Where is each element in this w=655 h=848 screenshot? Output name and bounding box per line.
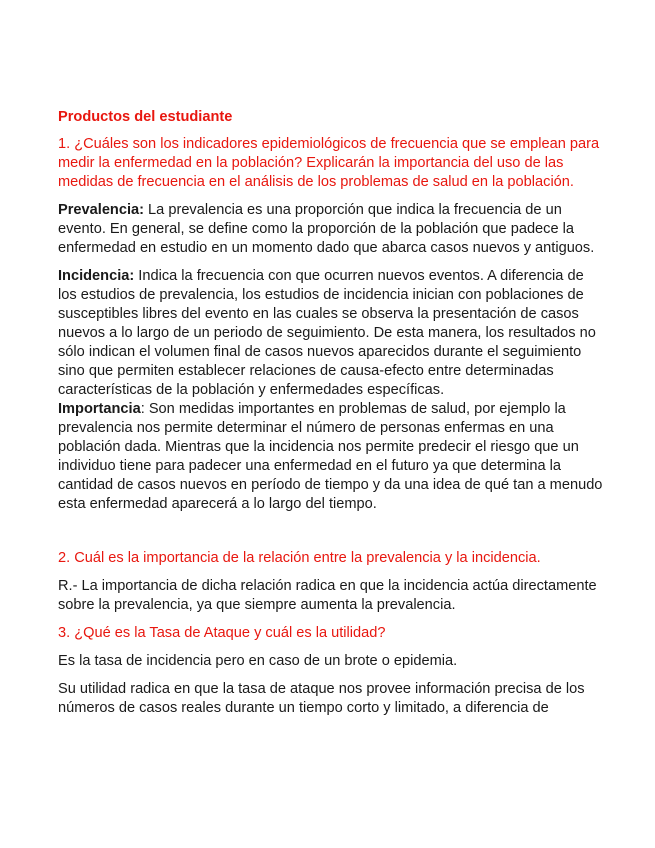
answer-3-definition: Es la tasa de incidencia pero en caso de un brote o epidemia. bbox=[58, 653, 458, 669]
importancia-label: Importancia bbox=[58, 401, 141, 417]
incidencia-paragraph bbox=[58, 267, 603, 400]
importancia-paragraph bbox=[58, 400, 603, 514]
prevalencia-paragraph bbox=[58, 201, 603, 258]
question-2: 2. Cuál es la importancia de la relación entre la prevalencia y la incidencia. bbox=[58, 550, 541, 566]
question-3: 3. ¿Qué es la Tasa de Ataque y cuál es la utilidad? bbox=[58, 625, 386, 641]
prevalencia-label: Prevalencia: bbox=[58, 202, 144, 218]
document-page bbox=[58, 108, 603, 727]
answer-3-utility: Su utilidad radica en que la tasa de ataque nos provee información precisa de los números de casos reales durante un tiempo corto y limitado, a diferencia de bbox=[58, 681, 585, 716]
answer-2: R.- La importancia de dicha relación radica en que la incidencia actúa directamente sobre la prevalencia, ya que siempre aumenta la prevalencia. bbox=[58, 578, 597, 613]
section-heading: Productos del estudiante bbox=[58, 109, 233, 125]
question-1: 1. ¿Cuáles son los indicadores epidemiológicos de frecuencia que se emplean para medir la enfermedad en la población? Explicarán la importancia del uso de las medidas de frecuencia en el análisis de los problemas de salud en la población. bbox=[58, 136, 600, 190]
prevalencia-text: La prevalencia es una proporción que indica la frecuencia de un evento. En general, se define como la proporción de la población que padece la enfermedad en estudio en un momento dado que abarca casos nuevos y antiguos. bbox=[58, 202, 595, 256]
incidencia-label: Incidencia: bbox=[58, 268, 135, 284]
importancia-text: : Son medidas importantes en problemas de salud, por ejemplo la prevalencia nos permite determinar el número de personas enfermas en una población dada. Mientras que la incidencia nos permite predecir el riesgo que un individuo tiene para padecer una enfermedad en el futuro ya que determina la cantidad de casos nuevos en período de tiempo y da una idea de qué tan a menudo esta enfermedad aparecerá a lo largo del tiempo. bbox=[58, 401, 603, 512]
incidencia-text: Indica la frecuencia con que ocurren nuevos eventos. A diferencia de los estudios de prevalencia, los estudios de incidencia inician con poblaciones de susceptibles libres del evento en las cuales se observa la presentación de casos nuevos a lo largo de un periodo de seguimiento. De esta manera, los resultados no sólo indican el volumen final de casos nuevos aparecidos durante el seguimiento sino que permiten establecer relaciones de causa-efecto entre determinadas características de la población y enfermedades específicas. bbox=[58, 268, 596, 398]
